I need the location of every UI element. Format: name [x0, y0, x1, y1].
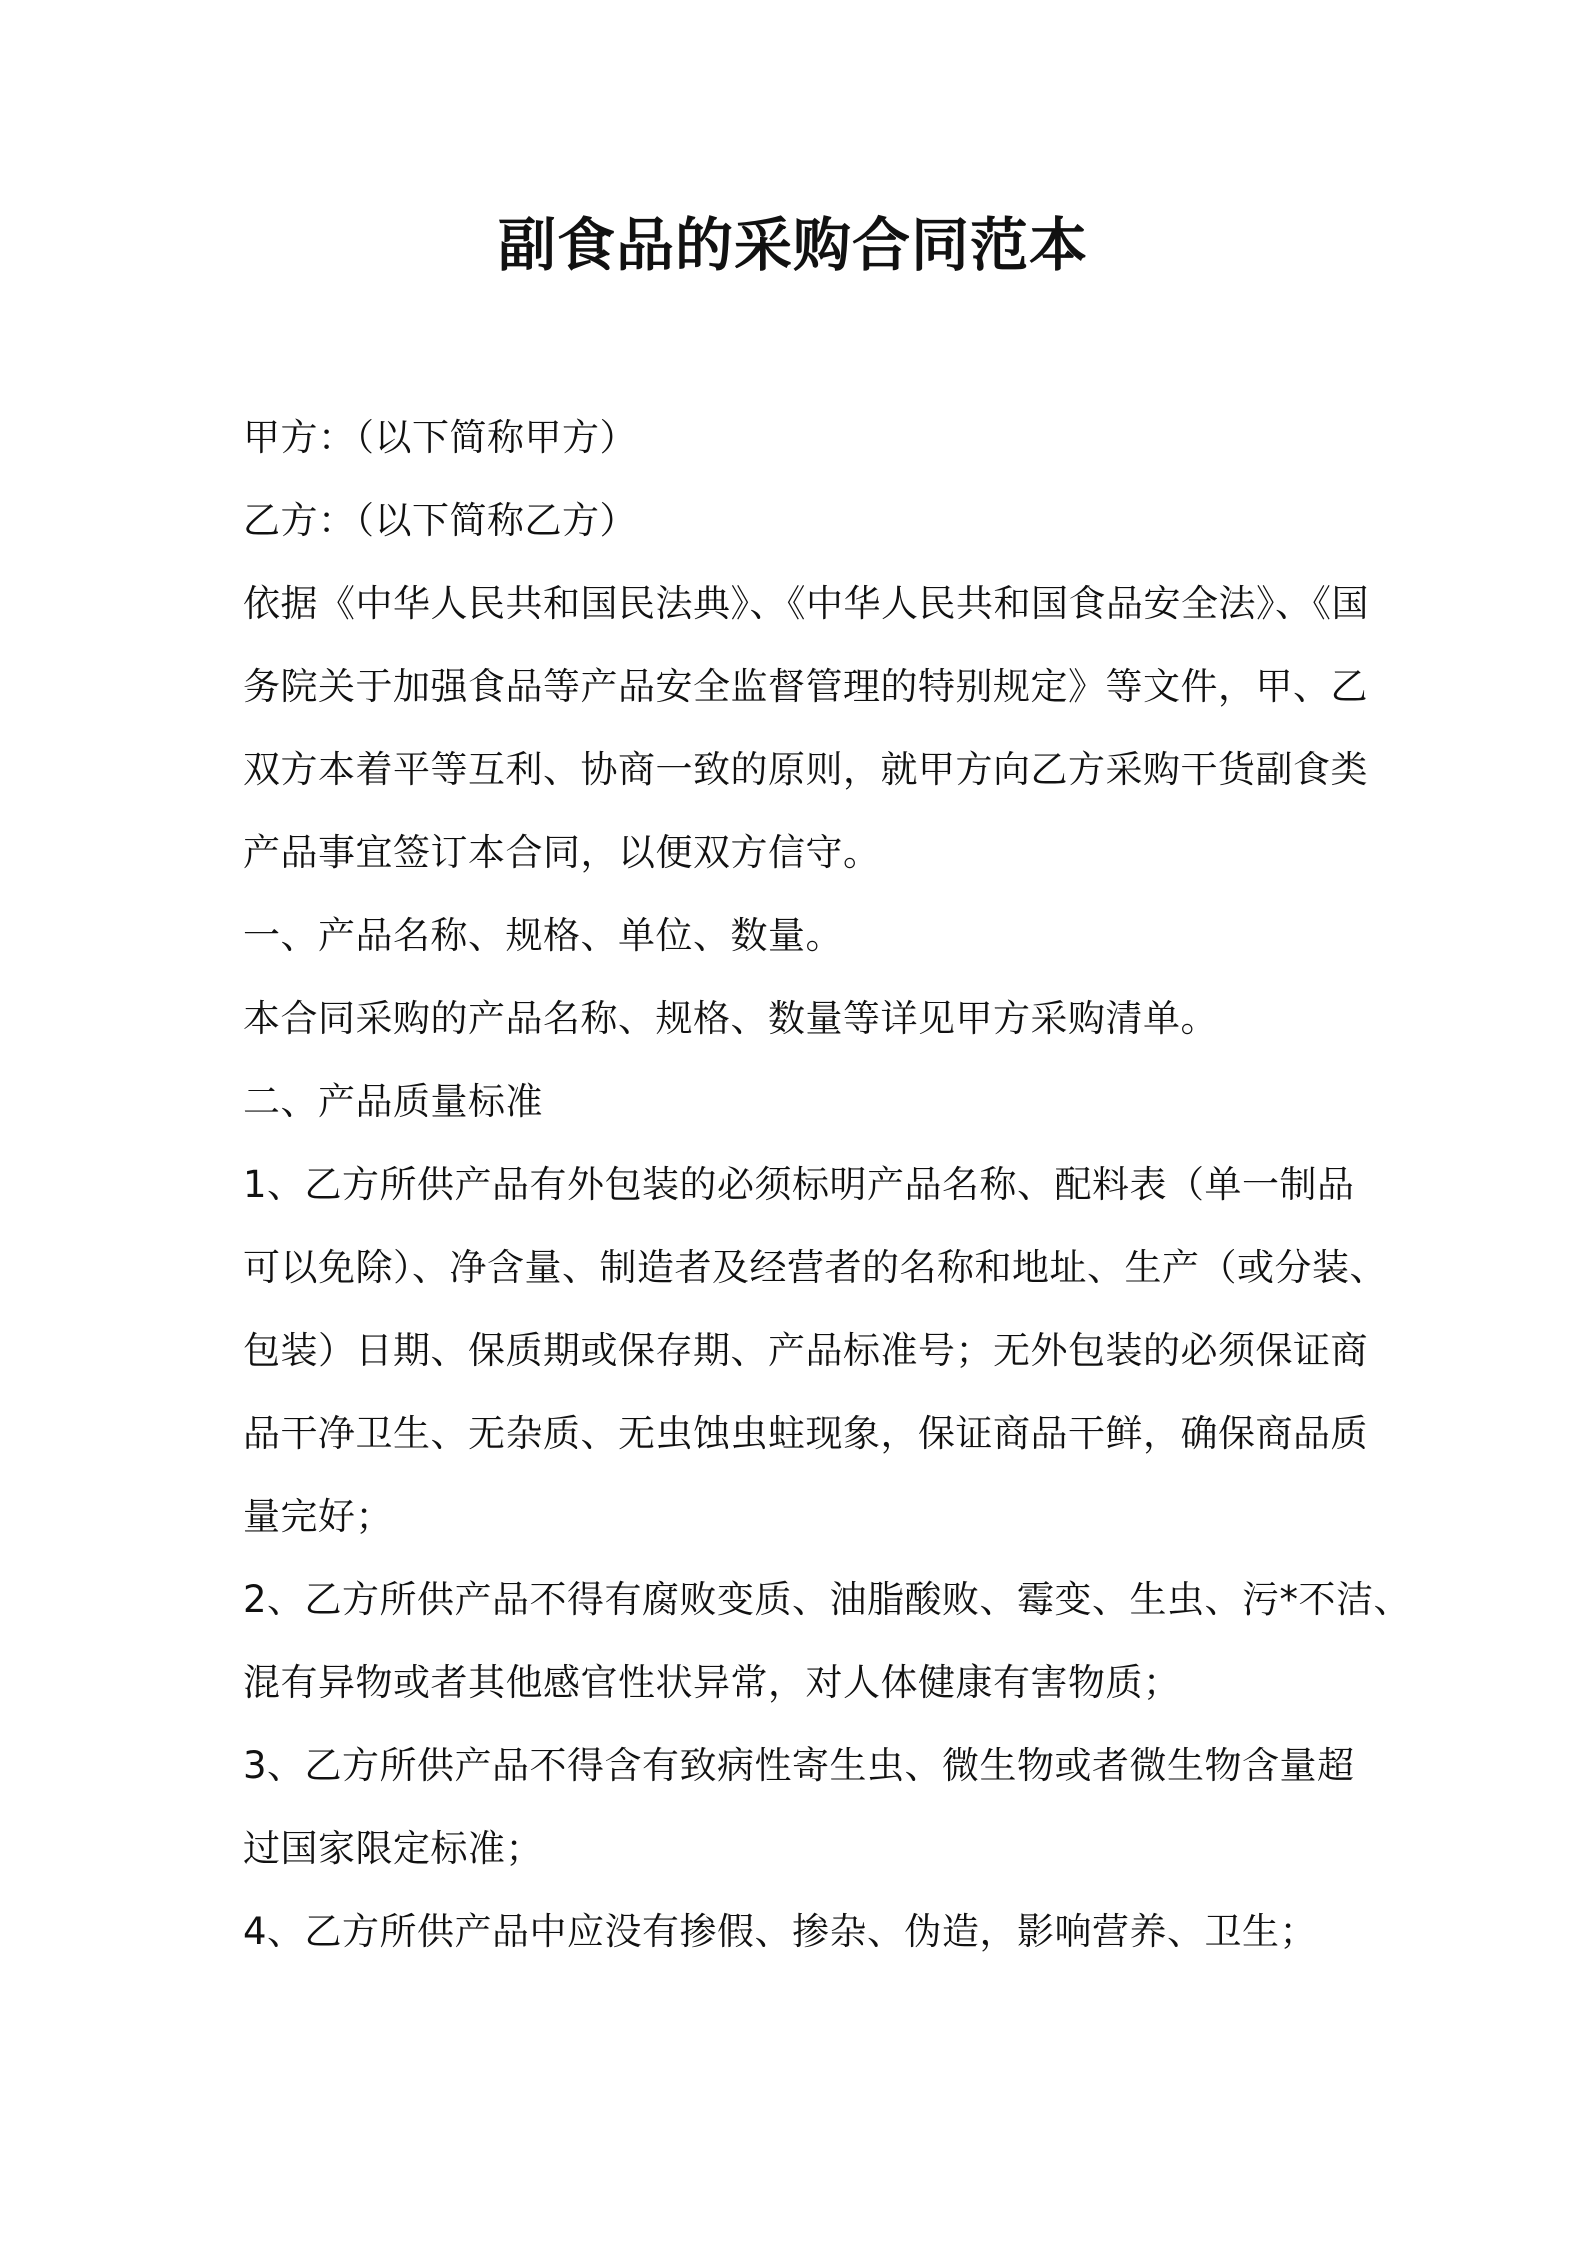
clause-1-line: 可以免除）、净含量、制造者及经营者的名称和地址、生产（或分装、 — [243, 1246, 1387, 1289]
party-a-line: 甲方：（以下简称甲方） — [243, 416, 637, 459]
clause-2-line: 2、乙方所供产品不得有腐败变质、油脂酸败、霉变、生虫、污*不洁、 — [243, 1578, 1412, 1621]
clause-4-line: 4、乙方所供产品中应没有掺假、掺杂、伪造，影响营养、卫生； — [243, 1910, 1318, 1953]
document-body — [243, 396, 1412, 1973]
preamble-line: 务院关于加强食品等产品安全监督管理的特别规定》等文件，甲、乙 — [243, 665, 1368, 708]
clause-2-line: 混有异物或者其他感官性状异常，对人体健康有害物质； — [243, 1661, 1181, 1704]
clause-1-line: 包装）日期、保质期或保存期、产品标准号；无外包装的必须保证商 — [243, 1329, 1368, 1372]
clause-1-line: 品干净卫生、无杂质、无虫蚀虫蛀现象，保证商品干鲜，确保商品质 — [243, 1412, 1368, 1455]
clause-3-line: 3、乙方所供产品不得含有致病性寄生虫、微生物或者微生物含量超 — [243, 1744, 1355, 1787]
clause-3-line: 过国家限定标准； — [243, 1827, 543, 1870]
document-title: 副食品的采购合同范本 — [497, 211, 1088, 279]
section-1-text: 本合同采购的产品名称、规格、数量等详见甲方采购清单。 — [243, 997, 1218, 1040]
preamble-line: 双方本着平等互利、协商一致的原则，就甲方向乙方采购干货副食类 — [243, 748, 1368, 791]
preamble-line: 产品事宜签订本合同，以便双方信守。 — [243, 831, 881, 874]
party-b-line: 乙方：（以下简称乙方） — [243, 499, 637, 542]
section-heading-2: 二、产品质量标准 — [243, 1080, 543, 1123]
clause-1-line: 1、乙方所供产品有外包装的必须标明产品名称、配料表（单一制品 — [243, 1163, 1355, 1206]
clause-1-line: 量完好； — [243, 1495, 393, 1538]
preamble-line: 依据《中华人民共和国民法典》、《中华人民共和国食品安全法》、《国 — [243, 582, 1369, 625]
section-heading-1: 一、产品名称、规格、单位、数量。 — [243, 914, 843, 957]
